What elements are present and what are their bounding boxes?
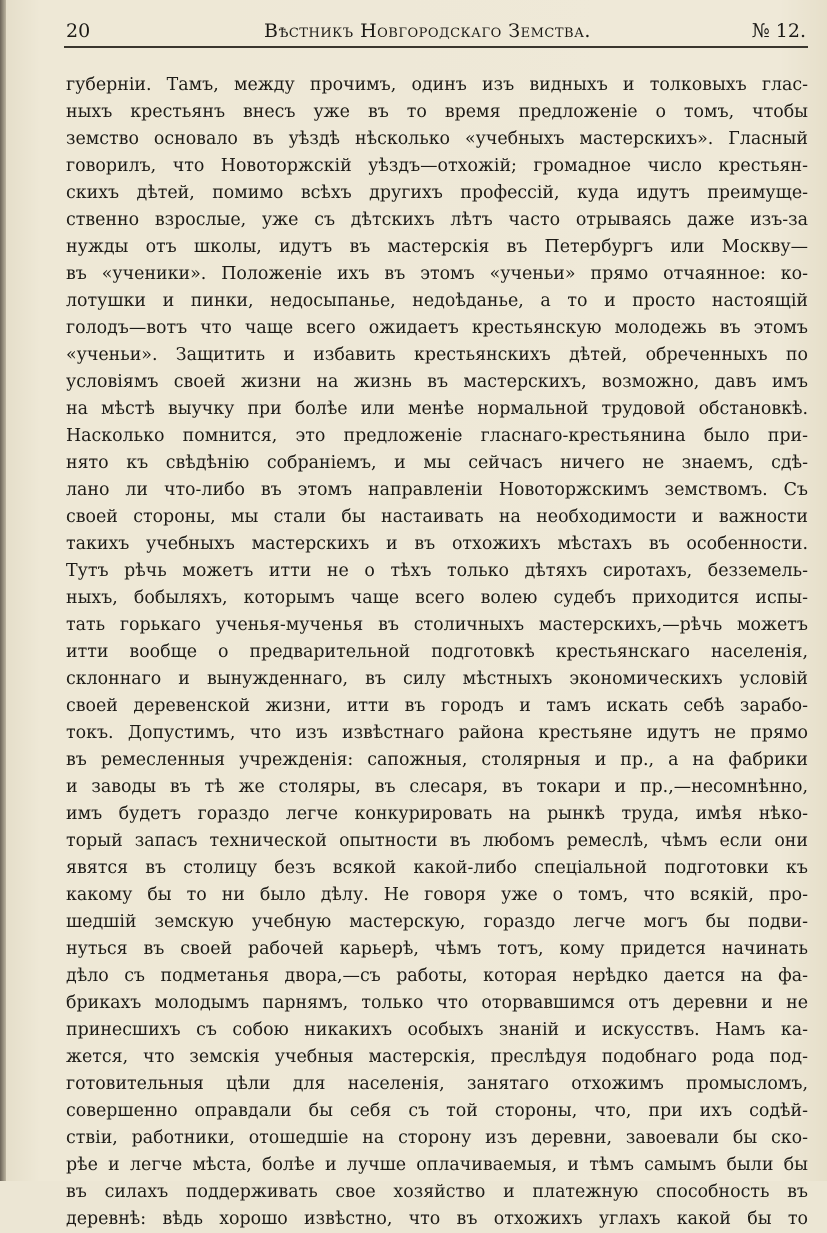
text-line: дѣло съ подметанья двора,—съ работы, которая нерѣдко дается на фа- <box>66 966 808 986</box>
text-line: деревнѣ: вѣдь хорошо извѣстно, что въ отхожихъ углахъ какой бы то <box>66 1209 808 1229</box>
text-line: лотушки и пинки, недосыпанье, недоѣданье, а то и просто настоящій <box>66 291 808 311</box>
text-line: ныхъ крестьянъ внесъ уже въ то время предложеніе о томъ, чтобы <box>66 102 808 122</box>
text-line: нужды отъ школы, идутъ въ мастерскія въ Петербургъ или Москву— <box>66 237 808 257</box>
text-line: явятся въ столицу безъ всякой какой-либо спеціальной подготовки къ <box>66 858 808 878</box>
header-rule <box>64 46 808 48</box>
text-line: шедшій земскую учебную мастерскую, гораздо легче могъ бы подви- <box>66 912 808 932</box>
text-line: токъ. Допустимъ, что изъ извѣстнаго района крестьяне идутъ не прямо <box>66 723 808 743</box>
text-line: въ силахъ поддерживать свое хозяйство и платежную способность въ <box>66 1182 808 1202</box>
text-line: Тутъ рѣчь можетъ итти не о тѣхъ только дѣтяхъ сиротахъ, безземель- <box>66 561 808 581</box>
text-line: торый запасъ технической опытности въ любомъ ремеслѣ, чѣмъ если они <box>66 831 808 851</box>
text-line: принесшихъ съ собою никакихъ особыхъ знаній и искусствъ. Намъ ка- <box>66 1020 808 1040</box>
page-header <box>66 20 806 48</box>
text-line: имъ будетъ гораздо легче конкурировать на рынкѣ труда, имѣя нѣко- <box>66 804 808 824</box>
text-line: такихъ учебныхъ мастерскихъ и въ отхожихъ мѣстахъ въ особенности. <box>66 534 808 554</box>
text-line: и заводы въ тѣ же столяры, въ слесаря, въ токари и пр.,—несомнѣнно, <box>66 777 808 797</box>
text-line: въ «ученики». Положеніе ихъ въ этомъ «ученьи» прямо отчаянное: ко- <box>66 264 808 284</box>
journal-title: Вѣстникъ Новгородскаго Земства. <box>264 20 591 42</box>
text-line: лано ли что-либо въ этомъ направленіи Новоторжскимъ земствомъ. Съ <box>66 480 808 500</box>
text-line: ствіи, работники, отошедшіе на сторону изъ деревни, завоевали бы ско- <box>66 1128 808 1148</box>
text-line: «ученьи». Защитить и избавить крестьянскихъ дѣтей, обреченныхъ по <box>66 345 808 365</box>
issue-number: № 12. <box>751 20 806 42</box>
text-line: говорилъ, что Новоторжскій уѣздъ—отхожій; громадное число крестьян- <box>66 156 808 176</box>
text-line: совершенно оправдали бы себя съ той стороны, что, при ихъ содѣй- <box>66 1101 808 1121</box>
body-text <box>66 72 808 1233</box>
text-line: брикахъ молодымъ парнямъ, только что оторвавшимся отъ деревни и не <box>66 993 808 1013</box>
text-line: склоннаго и вынужденнаго, въ силу мѣстныхъ экономическихъ условій <box>66 669 808 689</box>
text-line: тать горькаго ученья-мученья въ столичныхъ мастерскихъ,—рѣчь можетъ <box>66 615 808 635</box>
text-line: итти вообще о предварительной подготовкѣ крестьянскаго населенія, <box>66 642 808 662</box>
text-line: нято къ свѣдѣнію собраніемъ, и мы сейчасъ ничего не знаемъ, сдѣ- <box>66 453 808 473</box>
text-line: жется, что земскія учебныя мастерскія, преслѣдуя подобнаго рода под- <box>66 1047 808 1067</box>
text-line: скихъ дѣтей, помимо всѣхъ другихъ профессій, куда идутъ преимуще- <box>66 183 808 203</box>
text-line: на мѣстѣ выучку при болѣе или менѣе нормальной трудовой обстановкѣ. <box>66 399 808 419</box>
text-line: земство основало въ уѣздѣ нѣсколько «учебныхъ мастерскихъ». Гласный <box>66 129 808 149</box>
page-spine-shadow <box>0 0 6 1181</box>
text-line: условіямъ своей жизни на жизнь въ мастерскихъ, возможно, давъ имъ <box>66 372 808 392</box>
text-line: ственно взрослые, уже съ дѣтскихъ лѣтъ часто отрываясь даже изъ-за <box>66 210 808 230</box>
page-number: 20 <box>66 20 91 42</box>
text-line: голодъ—вотъ что чаще всего ожидаетъ крестьянскую молодежь въ этомъ <box>66 318 808 338</box>
text-line: Насколько помнится, это предложеніе гласнаго-крестьянина было при- <box>66 426 808 446</box>
text-line: своей стороны, мы стали бы настаивать на необходимости и важности <box>66 507 808 527</box>
text-line: губерніи. Тамъ, между прочимъ, одинъ изъ видныхъ и толковыхъ глас- <box>66 75 808 95</box>
text-line: своей деревенской жизни, итти въ городъ и тамъ искать себѣ зарабо- <box>66 696 808 716</box>
text-line: нуться въ своей рабочей карьерѣ, чѣмъ тотъ, кому придется начинать <box>66 939 808 959</box>
text-line: рѣе и легче мѣста, болѣе и лучше оплачиваемыя, и тѣмъ самымъ были бы <box>66 1155 808 1175</box>
text-line: въ ремесленныя учрежденія: сапожныя, столярныя и пр., а на фабрики <box>66 750 808 770</box>
text-line: готовительныя цѣли для населенія, занятаго отхожимъ промысломъ, <box>66 1074 808 1094</box>
text-line: ныхъ, бобыляхъ, которымъ чаще всего волею судебъ приходится испы- <box>66 588 808 608</box>
text-line: какому бы то ни было дѣлу. Не говоря уже о томъ, что всякій, про- <box>66 885 808 905</box>
